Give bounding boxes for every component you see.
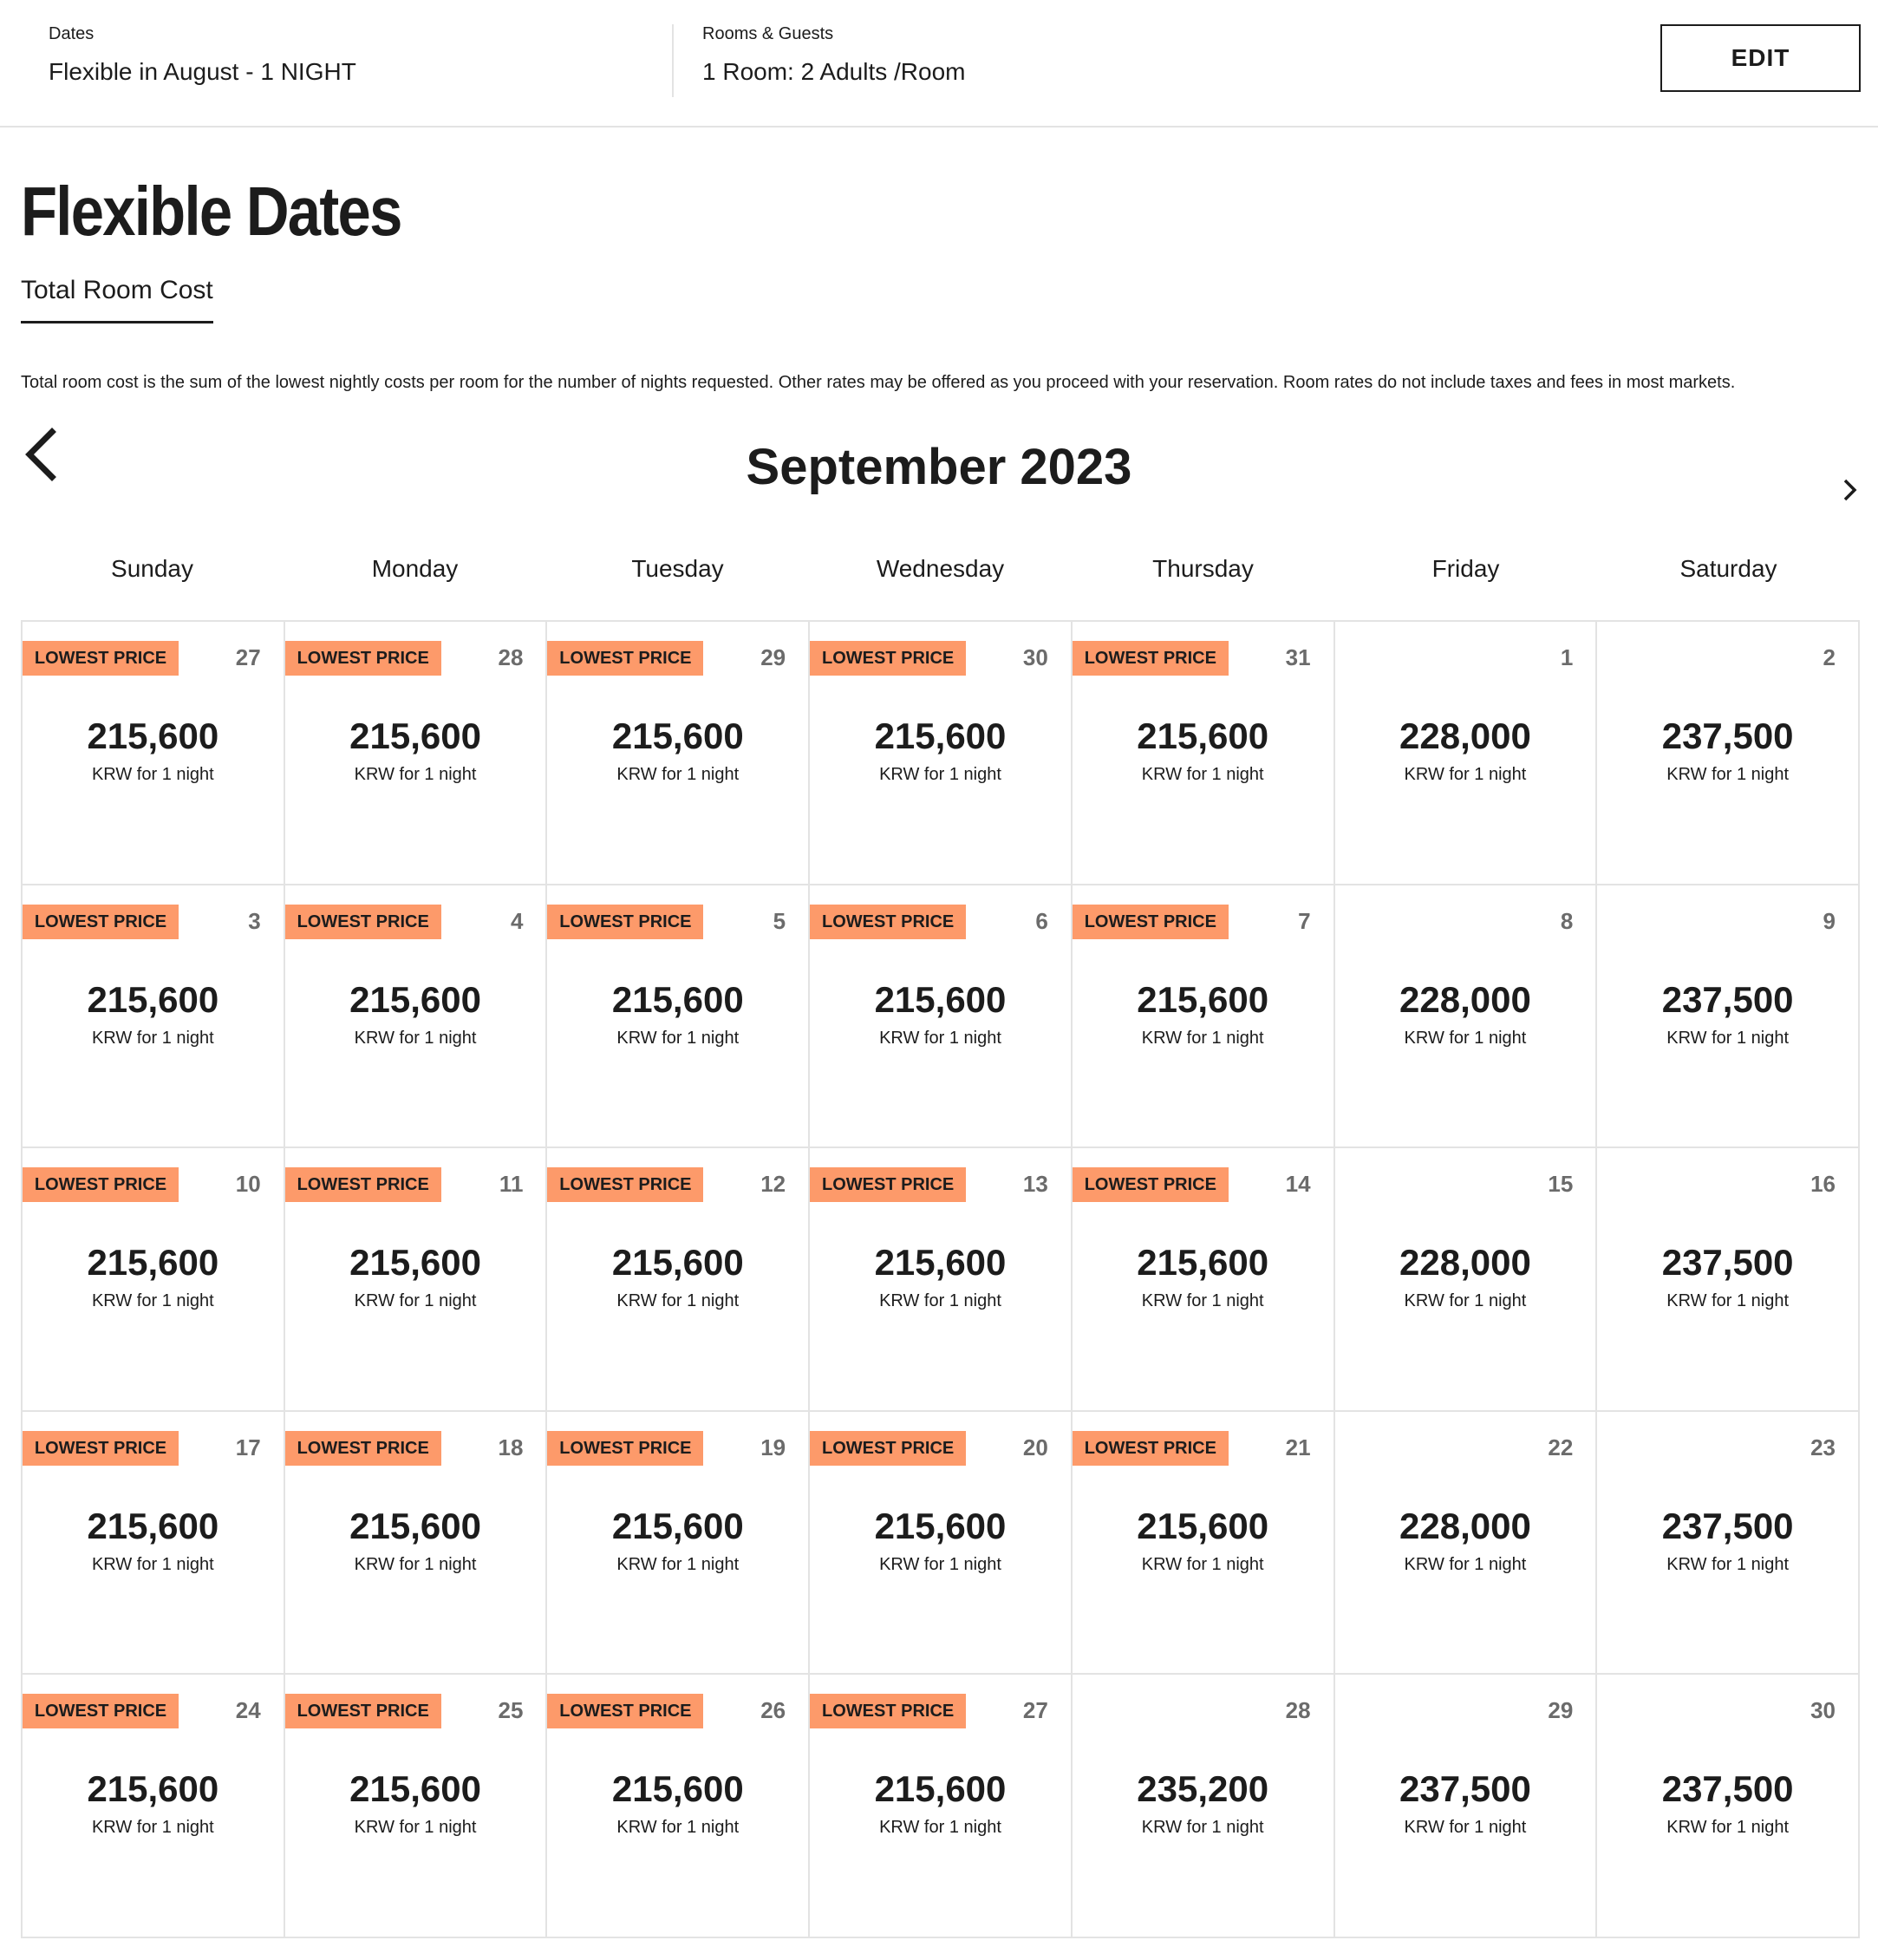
calendar-day-cell[interactable] [1335, 622, 1598, 885]
calendar-day-cell[interactable] [547, 885, 810, 1149]
price-unit: KRW for 1 night [354, 1554, 477, 1574]
price-unit: KRW for 1 night [616, 1554, 740, 1574]
calendar-day-cell[interactable] [23, 885, 285, 1149]
day-number: 24 [235, 1697, 261, 1723]
price-unit: KRW for 1 night [1404, 1818, 1527, 1837]
day-number: 30 [1810, 1697, 1836, 1723]
day-price: 228,000 [1399, 978, 1531, 1020]
day-price: 215,600 [87, 1242, 219, 1283]
calendar-day-cell[interactable] [1597, 1675, 1860, 1938]
price-unit: KRW for 1 night [1404, 765, 1527, 784]
calendar-day-cell[interactable] [810, 1148, 1073, 1412]
day-number: 27 [1022, 1697, 1048, 1723]
day-price: 237,500 [1661, 978, 1794, 1020]
calendar-day-cell[interactable] [1597, 885, 1860, 1149]
calendar-day-cell[interactable] [547, 1412, 810, 1676]
lowest-price-badge: LOWEST PRICE [285, 1694, 441, 1728]
price-unit: KRW for 1 night [879, 1291, 1001, 1310]
search-summary-bar [0, 0, 1878, 127]
lowest-price-badge: LOWEST PRICE [810, 1167, 966, 1202]
day-price: 215,600 [349, 1768, 481, 1809]
price-unit: KRW for 1 night [1141, 1291, 1264, 1310]
day-price: 215,600 [611, 1242, 744, 1283]
price-unit: KRW for 1 night [879, 1028, 1001, 1048]
day-number: 10 [235, 1171, 261, 1197]
calendar-day-cell[interactable] [1597, 1148, 1860, 1412]
price-unit: KRW for 1 night [354, 1028, 477, 1048]
rooms-guests-label: Rooms & Guests [702, 24, 834, 43]
calendar-day-cell[interactable] [810, 885, 1073, 1149]
day-number: 27 [235, 644, 261, 670]
calendar-day-cell[interactable] [810, 1412, 1073, 1676]
day-price: 215,600 [1137, 715, 1269, 756]
field-divider [672, 24, 674, 97]
day-number: 21 [1285, 1434, 1311, 1460]
lowest-price-badge: LOWEST PRICE [810, 641, 966, 676]
calendar-day-cell[interactable] [23, 622, 285, 885]
day-price: 215,600 [1137, 1505, 1269, 1546]
day-price: 237,500 [1661, 715, 1794, 756]
day-number: 1 [1560, 644, 1574, 670]
day-price: 215,600 [611, 1505, 744, 1546]
day-number: 19 [760, 1434, 786, 1460]
price-unit: KRW for 1 night [1404, 1554, 1527, 1574]
lowest-price-badge: LOWEST PRICE [547, 1694, 703, 1728]
price-unit: KRW for 1 night [354, 1818, 477, 1837]
price-unit: KRW for 1 night [354, 1291, 477, 1310]
calendar-day-cell[interactable] [23, 1675, 285, 1938]
day-number: 11 [499, 1171, 524, 1197]
lowest-price-badge: LOWEST PRICE [810, 905, 966, 939]
calendar-day-cell[interactable] [1335, 1148, 1598, 1412]
lowest-price-badge: LOWEST PRICE [810, 1694, 966, 1728]
day-price: 215,600 [611, 978, 744, 1020]
calendar-day-cell[interactable] [285, 1412, 548, 1676]
day-price: 215,600 [1137, 1242, 1269, 1283]
day-price: 215,600 [874, 1505, 1007, 1546]
price-unit: KRW for 1 night [1666, 1291, 1790, 1310]
price-unit: KRW for 1 night [1141, 1818, 1264, 1837]
lowest-price-badge: LOWEST PRICE [23, 641, 179, 676]
price-unit: KRW for 1 night [1666, 765, 1790, 784]
day-price: 215,600 [874, 1768, 1007, 1809]
day-number: 9 [1823, 907, 1836, 934]
weekday-sunday: Sunday [111, 555, 193, 582]
day-price: 215,600 [349, 1505, 481, 1546]
lowest-price-badge: LOWEST PRICE [810, 1431, 966, 1466]
lowest-price-badge: LOWEST PRICE [547, 641, 703, 676]
day-number: 8 [1560, 907, 1574, 934]
price-unit: KRW for 1 night [91, 1028, 214, 1048]
price-unit: KRW for 1 night [879, 1818, 1001, 1837]
day-number: 29 [760, 644, 786, 670]
day-price: 215,600 [349, 1242, 481, 1283]
day-price: 215,600 [349, 715, 481, 756]
day-number: 20 [1022, 1434, 1048, 1460]
lowest-price-badge: LOWEST PRICE [23, 1431, 179, 1466]
day-number: 18 [498, 1434, 524, 1460]
day-number: 14 [1285, 1171, 1311, 1197]
day-price: 215,600 [874, 978, 1007, 1020]
day-number: 2 [1823, 644, 1836, 670]
day-number: 12 [760, 1171, 786, 1197]
day-price: 228,000 [1399, 1505, 1531, 1546]
day-number: 16 [1810, 1171, 1836, 1197]
calendar-day-cell[interactable] [547, 1148, 810, 1412]
weekday-tuesday: Tuesday [631, 555, 724, 582]
calendar-day-cell[interactable] [1335, 1675, 1598, 1938]
weekday-monday: Monday [371, 555, 459, 582]
calendar-day-cell[interactable] [1073, 1675, 1335, 1938]
weekday-wednesday: Wednesday [876, 555, 1005, 582]
lowest-price-badge: LOWEST PRICE [23, 1167, 179, 1202]
price-unit: KRW for 1 night [616, 765, 740, 784]
rooms-guests-value: 1 Room: 2 Adults /Room [702, 58, 966, 85]
day-price: 215,600 [874, 1242, 1007, 1283]
day-price: 228,000 [1399, 715, 1531, 756]
price-unit: KRW for 1 night [616, 1028, 740, 1048]
lowest-price-badge: LOWEST PRICE [285, 1167, 441, 1202]
calendar-day-cell[interactable] [285, 1675, 548, 1938]
calendar-day-cell[interactable] [1073, 1148, 1335, 1412]
price-unit: KRW for 1 night [1666, 1028, 1790, 1048]
lowest-price-badge: LOWEST PRICE [1073, 905, 1229, 939]
rate-disclaimer: Total room cost is the sum of the lowest nightly costs per room for the number of nights requested. Other rates may be offered as you proceed with your reservation. Room rates do not include taxes and fees in most markets. [21, 373, 1736, 392]
weekday-thursday: Thursday [1152, 555, 1254, 582]
lowest-price-badge: LOWEST PRICE [285, 1431, 441, 1466]
price-unit: KRW for 1 night [1404, 1028, 1527, 1048]
calendar-day-cell[interactable] [285, 885, 548, 1149]
lowest-price-badge: LOWEST PRICE [547, 1431, 703, 1466]
day-number: 5 [773, 907, 786, 934]
lowest-price-badge: LOWEST PRICE [1073, 641, 1229, 676]
calendar-day-cell[interactable] [1597, 622, 1860, 885]
day-price: 237,500 [1399, 1768, 1531, 1809]
calendar-day-cell[interactable] [1597, 1412, 1860, 1676]
price-unit: KRW for 1 night [616, 1818, 740, 1837]
day-price: 215,600 [1137, 978, 1269, 1020]
price-unit: KRW for 1 night [879, 1554, 1001, 1574]
day-number: 7 [1298, 907, 1311, 934]
price-unit: KRW for 1 night [1404, 1291, 1527, 1310]
price-unit: KRW for 1 night [91, 1291, 214, 1310]
price-unit: KRW for 1 night [1141, 1028, 1264, 1048]
day-number: 15 [1548, 1171, 1574, 1197]
day-price: 215,600 [87, 978, 219, 1020]
price-unit: KRW for 1 night [91, 765, 214, 784]
calendar-day-cell[interactable] [810, 1675, 1073, 1938]
calendar-day-cell[interactable] [1335, 1412, 1598, 1676]
day-price: 215,600 [87, 1505, 219, 1546]
lowest-price-badge: LOWEST PRICE [285, 905, 441, 939]
day-price: 215,600 [87, 715, 219, 756]
lowest-price-badge: LOWEST PRICE [547, 905, 703, 939]
day-number: 23 [1810, 1434, 1836, 1460]
price-unit: KRW for 1 night [1666, 1554, 1790, 1574]
calendar-day-cell[interactable] [1073, 1412, 1335, 1676]
rooms-guests-field[interactable] [702, 24, 965, 86]
day-price: 237,500 [1661, 1768, 1794, 1809]
day-number: 26 [760, 1697, 786, 1723]
lowest-price-badge: LOWEST PRICE [23, 1694, 179, 1728]
price-unit: KRW for 1 night [879, 765, 1001, 784]
chevron-right-icon [1836, 473, 1862, 507]
day-price: 228,000 [1399, 1242, 1531, 1283]
lowest-price-badge: LOWEST PRICE [1073, 1431, 1229, 1466]
day-number: 28 [1285, 1697, 1311, 1723]
day-number: 31 [1285, 644, 1311, 670]
price-unit: KRW for 1 night [1666, 1818, 1790, 1837]
calendar-day-cell[interactable] [23, 1412, 285, 1676]
day-number: 4 [510, 907, 524, 934]
weekday-header [21, 555, 1860, 590]
day-number: 22 [1548, 1434, 1574, 1460]
weekday-friday: Friday [1431, 555, 1500, 582]
weekday-saturday: Saturday [1679, 555, 1777, 582]
day-price: 215,600 [611, 1768, 744, 1809]
price-unit: KRW for 1 night [616, 1291, 740, 1310]
page-title: Flexible Dates [21, 173, 401, 250]
calendar-day-cell[interactable] [23, 1148, 285, 1412]
calendar-day-cell[interactable] [1335, 885, 1598, 1149]
calendar-day-cell[interactable] [1073, 885, 1335, 1149]
day-number: 3 [248, 907, 261, 934]
month-title: September 2023 [746, 439, 1132, 495]
calendar-day-cell[interactable] [547, 622, 810, 885]
day-number: 6 [1035, 907, 1048, 934]
day-price: 215,600 [874, 715, 1007, 756]
calendar-day-cell[interactable] [547, 1675, 810, 1938]
day-price: 237,500 [1661, 1505, 1794, 1546]
day-number: 30 [1022, 644, 1048, 670]
price-unit: KRW for 1 night [91, 1818, 214, 1837]
lowest-price-badge: LOWEST PRICE [285, 641, 441, 676]
dates-field[interactable] [49, 24, 356, 86]
next-month-button[interactable] [1836, 473, 1862, 507]
day-number: 25 [498, 1697, 524, 1723]
day-number: 17 [235, 1434, 261, 1460]
lowest-price-badge: LOWEST PRICE [547, 1167, 703, 1202]
day-price: 215,600 [611, 715, 744, 756]
day-number: 28 [498, 644, 524, 670]
calendar-day-cell[interactable] [810, 622, 1073, 885]
calendar-day-cell[interactable] [1073, 622, 1335, 885]
day-price: 215,600 [87, 1768, 219, 1809]
price-unit: KRW for 1 night [354, 765, 477, 784]
day-price: 235,200 [1137, 1768, 1269, 1809]
day-price: 215,600 [349, 978, 481, 1020]
tab-total-room-cost[interactable]: Total Room Cost [21, 276, 213, 323]
calendar-day-cell[interactable] [285, 622, 548, 885]
lowest-price-badge: LOWEST PRICE [23, 905, 179, 939]
price-unit: KRW for 1 night [1141, 1554, 1264, 1574]
day-number: 13 [1022, 1171, 1048, 1197]
calendar-day-cell[interactable] [285, 1148, 548, 1412]
calendar-grid [21, 620, 1860, 1938]
day-number: 29 [1548, 1697, 1574, 1723]
price-unit: KRW for 1 night [1141, 765, 1264, 784]
dates-label: Dates [49, 24, 95, 43]
lowest-price-badge: LOWEST PRICE [1073, 1167, 1229, 1202]
price-unit: KRW for 1 night [91, 1554, 214, 1574]
edit-button[interactable]: EDIT [1660, 24, 1861, 92]
dates-value: Flexible in August - 1 NIGHT [49, 58, 356, 85]
day-price: 237,500 [1661, 1242, 1794, 1283]
